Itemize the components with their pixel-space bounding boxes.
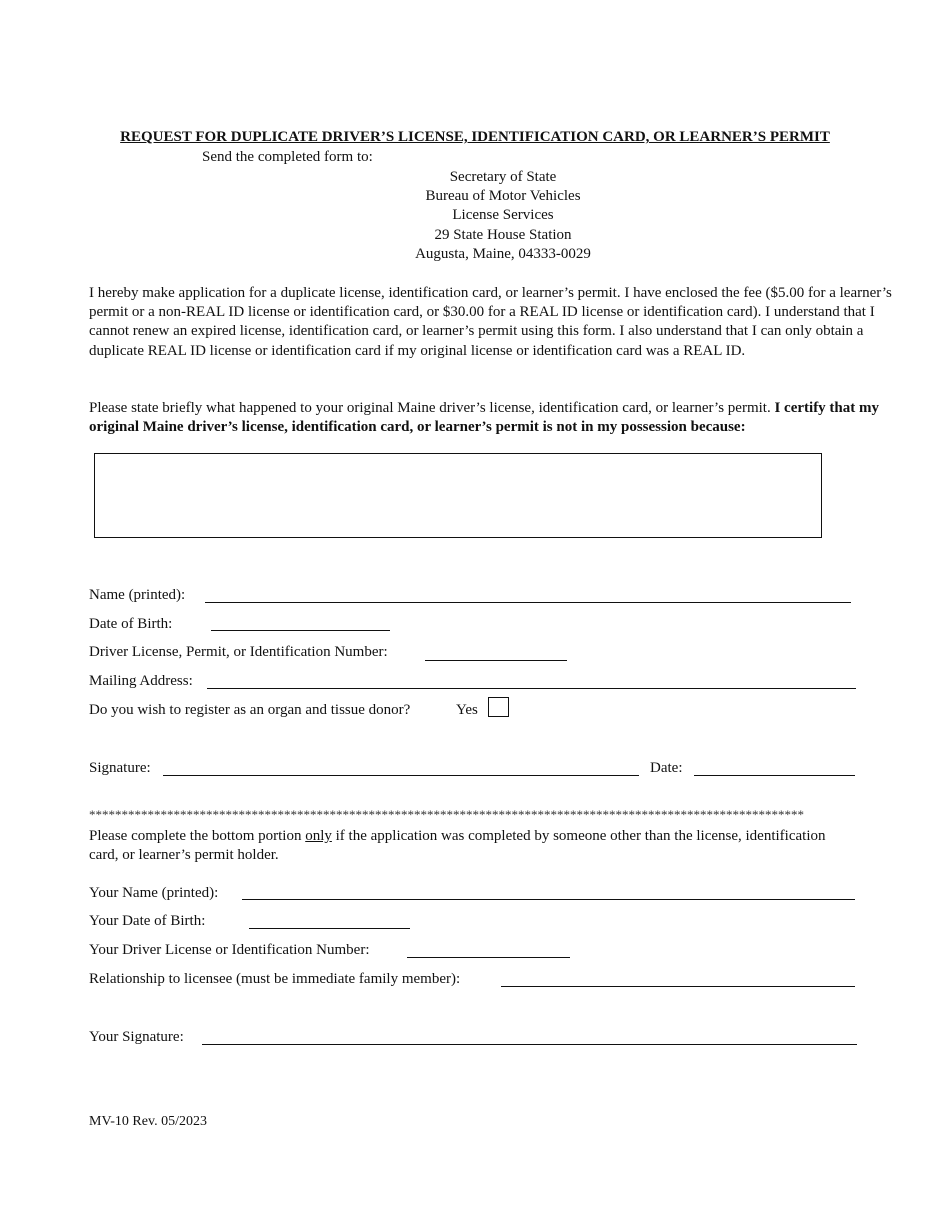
third-party-intro-emphasis: only bbox=[305, 828, 332, 844]
your-license-number-label: Your Driver License or Identification Number: bbox=[89, 942, 370, 958]
reason-prompt: Please state briefly what happened to your original Maine driver’s license, identification card, or learner’s permit. bbox=[89, 400, 775, 416]
relationship-label: Relationship to licensee (must be immediate family member): bbox=[89, 971, 461, 987]
dob-field[interactable] bbox=[211, 630, 390, 631]
reason-textbox[interactable] bbox=[94, 453, 822, 538]
your-dob-label: Your Date of Birth: bbox=[89, 913, 206, 929]
address-line-1: Secretary of State bbox=[449, 169, 557, 185]
organ-donor-yes-label: Yes bbox=[456, 702, 478, 718]
address-line-4: 29 State House Station bbox=[434, 226, 572, 243]
your-name-field[interactable] bbox=[242, 899, 855, 900]
certify-statement: I certify that my original Maine driver’s license, identification card, or learner’s permit is not in my possession because: bbox=[89, 400, 880, 436]
date-field[interactable] bbox=[694, 775, 855, 776]
application-paragraph: I hereby make application for a duplicate license, identification card, or learner’s permit. I have enclosed the fee ($5.00 for a learner’s permit or a non-REAL ID license or identification card, or $30.00 for a REAL ID license or identification card). I understand that I cannot renew an expired license, identification card, or learner’s permit using this form. I also understand that I can only obtain a duplicate REAL ID license or identification card if my original license or identification card was a REAL ID. bbox=[89, 285, 892, 359]
address-line-5: Augusta, Maine, 04333-0029 bbox=[415, 245, 591, 262]
signature-label: Signature: bbox=[89, 760, 151, 776]
name-label: Name (printed): bbox=[89, 587, 186, 603]
third-party-intro-end: if the application was completed by someone other than the license, identification card, or learner’s permit holder. bbox=[89, 828, 826, 864]
third-party-intro bbox=[89, 827, 849, 865]
organ-donor-yes-checkbox[interactable] bbox=[488, 697, 509, 717]
address-line-3: License Services bbox=[452, 207, 554, 224]
dob-label: Date of Birth: bbox=[89, 616, 173, 632]
section-separator: ************************************************************************************************************** bbox=[89, 807, 804, 822]
your-license-number-field[interactable] bbox=[407, 957, 570, 958]
license-number-field[interactable] bbox=[425, 660, 567, 661]
mailing-address-label: Mailing Address: bbox=[89, 673, 193, 689]
relationship-field[interactable] bbox=[501, 986, 855, 987]
your-dob-field[interactable] bbox=[249, 928, 410, 929]
signature-field[interactable] bbox=[163, 775, 639, 776]
third-party-intro-start: Please complete the bottom portion bbox=[89, 828, 306, 844]
organ-donor-question: Do you wish to register as an organ and tissue donor? bbox=[89, 702, 411, 718]
form-id: MV-10 Rev. 05/2023 bbox=[89, 1114, 207, 1129]
your-signature-label: Your Signature: bbox=[89, 1029, 184, 1045]
form-title: REQUEST FOR DUPLICATE DRIVER’S LICENSE, IDENTIFICATION CARD, OR LEARNER’S PERMIT bbox=[120, 129, 830, 145]
reason-paragraph bbox=[89, 399, 901, 437]
date-label: Date: bbox=[650, 760, 683, 776]
mailing-address-field[interactable] bbox=[207, 688, 856, 689]
send-to-label: Send the completed form to: bbox=[202, 149, 373, 165]
address-line-2: Bureau of Motor Vehicles bbox=[425, 188, 581, 205]
license-number-label: Driver License, Permit, or Identification Number: bbox=[89, 644, 388, 660]
name-field[interactable] bbox=[205, 602, 851, 603]
your-name-label: Your Name (printed): bbox=[89, 885, 219, 901]
your-signature-field[interactable] bbox=[202, 1044, 857, 1045]
mailing-address-block bbox=[0, 168, 950, 264]
